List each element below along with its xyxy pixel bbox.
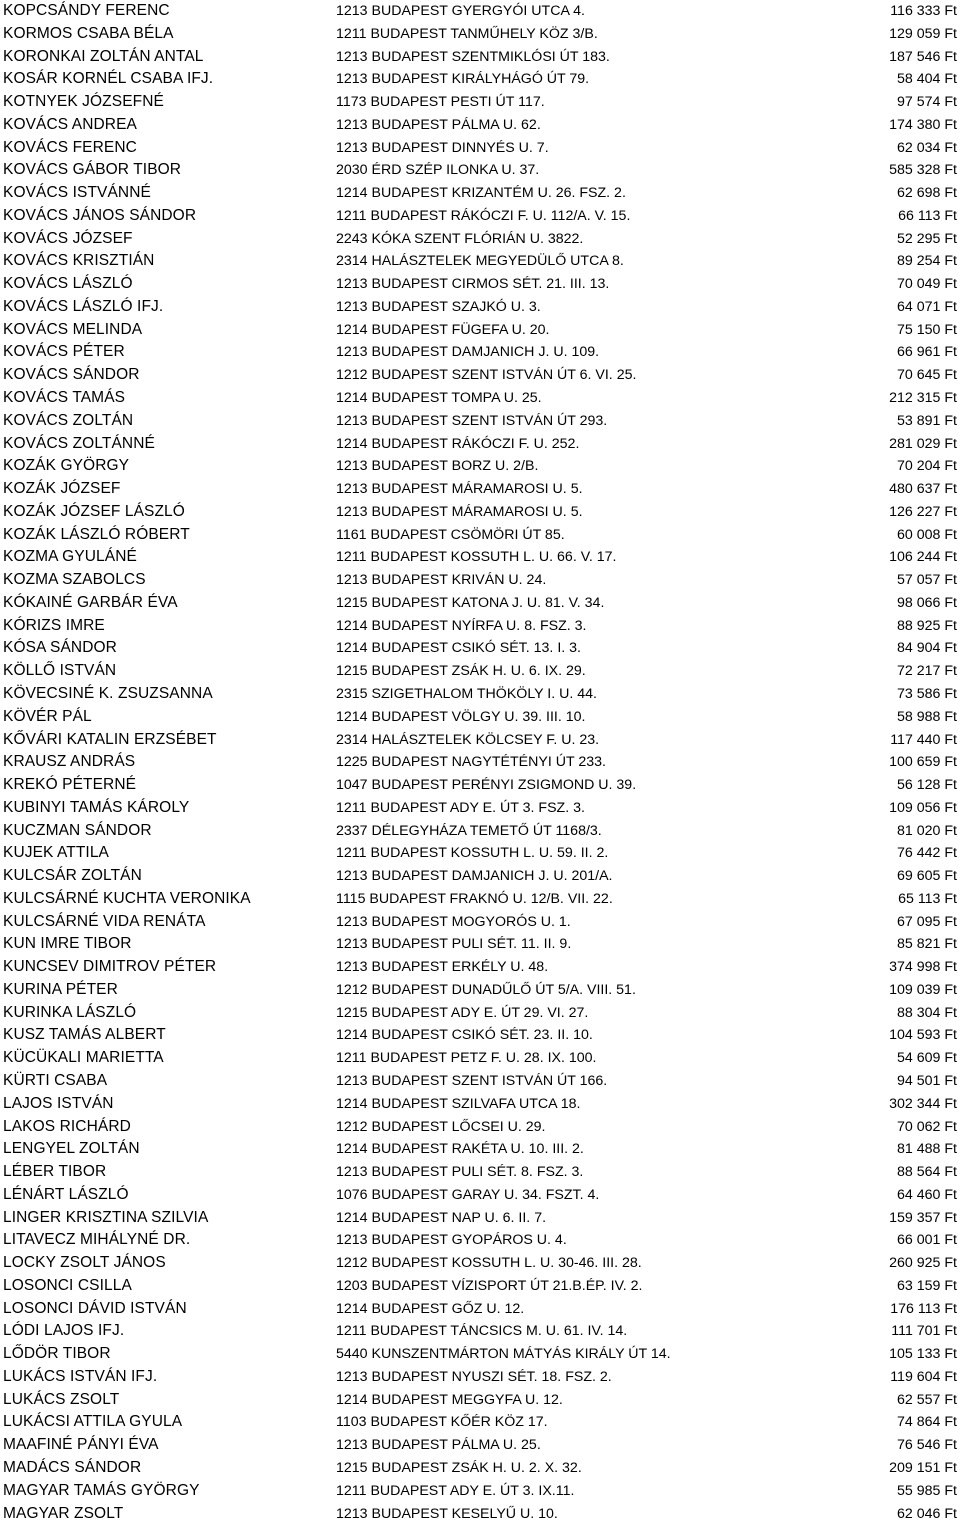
person-name: KOZMA GYULÁNÉ [3, 548, 137, 566]
person-name: KOSÁR KORNÉL CSABA IFJ. [3, 70, 214, 88]
table-row [0, 1503, 960, 1525]
address: 1047 BUDAPEST PERÉNYI ZSIGMOND U. 39. [336, 777, 637, 794]
person-name: LINGER KRISZTINA SZILVIA [3, 1208, 209, 1226]
address: 1213 BUDAPEST NYUSZI SÉT. 18. FSZ. 2. [336, 1368, 612, 1385]
amount: 176 113 Ft [890, 1300, 957, 1317]
amount: 70 062 Ft [897, 1118, 957, 1135]
amount: 63 159 Ft [897, 1277, 957, 1294]
table-row [0, 1434, 960, 1457]
amount: 66 001 Ft [897, 1232, 957, 1249]
amount: 88 564 Ft [897, 1164, 957, 1181]
address: 1214 BUDAPEST NAP U. 6. II. 7. [336, 1209, 547, 1226]
person-name: KÖVECSINÉ K. ZSUZSANNA [3, 684, 213, 702]
table-row [0, 933, 960, 956]
address: 1213 BUDAPEST MÁRAMAROSI U. 5. [336, 481, 583, 498]
address: 1213 BUDAPEST SZENT ISTVÁN ÚT 166. [336, 1072, 608, 1089]
address: 1212 BUDAPEST DUNADŰLŐ ÚT 5/A. VIII. 51. [336, 981, 636, 998]
person-name: KUCZMAN SÁNDOR [3, 821, 152, 839]
table-row [0, 1389, 960, 1412]
amount: 89 254 Ft [897, 253, 957, 270]
amount: 374 998 Ft [889, 959, 957, 976]
table-row [0, 683, 960, 706]
table-row [0, 1320, 960, 1343]
address: 2030 ÉRD SZÉP ILONKA U. 37. [336, 162, 540, 179]
amount: 480 637 Ft [889, 481, 957, 498]
table-row [0, 1047, 960, 1070]
address: 1213 BUDAPEST PULI SÉT. 11. II. 9. [336, 936, 572, 953]
address: 1214 BUDAPEST KRIZANTÉM U. 26. FSZ. 2. [336, 185, 626, 202]
amount: 81 020 Ft [897, 822, 957, 839]
address: 1214 BUDAPEST MEGGYFA U. 12. [336, 1391, 563, 1408]
amount: 55 985 Ft [897, 1482, 957, 1499]
person-name: KOVÁCS ZOLTÁNNÉ [3, 434, 155, 452]
table-row [0, 1343, 960, 1366]
table-row [0, 615, 960, 638]
person-name: LUKÁCSI ATTILA GYULA [3, 1413, 183, 1431]
person-name: KÖLLŐ ISTVÁN [3, 662, 117, 680]
person-name: MADÁCS SÁNDOR [3, 1459, 142, 1476]
amount: 100 659 Ft [889, 754, 957, 771]
table-row [0, 637, 960, 660]
person-name: KOVÁCS PÉTER [3, 343, 125, 361]
address: 1211 BUDAPEST RÁKÓCZI F. U. 112/A. V. 15. [336, 207, 631, 224]
amount: 66 113 Ft [898, 207, 957, 224]
address: 1214 BUDAPEST FÜGEFA U. 20. [336, 321, 550, 338]
person-name: KOVÁCS GÁBOR TIBOR [3, 161, 182, 179]
amount: 62 698 Ft [897, 185, 957, 202]
table-row [0, 911, 960, 934]
address: 1213 BUDAPEST GYERGYÓI UTCA 4. [336, 3, 585, 19]
amount: 104 593 Ft [889, 1027, 957, 1044]
amount: 74 864 Ft [897, 1414, 957, 1431]
table-row [0, 501, 960, 524]
address: 1212 BUDAPEST KOSSUTH L. U. 30-46. III. 28. [336, 1255, 642, 1272]
person-name: KOZÁK GYÖRGY [3, 457, 130, 475]
amount: 64 460 Ft [897, 1186, 957, 1203]
address: 1215 BUDAPEST ZSÁK H. U. 2. X. 32. [336, 1460, 582, 1476]
amount: 94 501 Ft [897, 1072, 957, 1089]
person-name: MAGYAR TAMÁS GYÖRGY [3, 1481, 200, 1499]
amount: 75 150 Ft [897, 321, 957, 338]
amount: 76 442 Ft [897, 845, 957, 862]
address: 1213 BUDAPEST SZENT ISTVÁN ÚT 293. [336, 412, 608, 429]
amount: 70 049 Ft [897, 276, 957, 293]
table-row [0, 1138, 960, 1161]
person-name: KOVÁCS ZOLTÁN [3, 411, 134, 429]
address: 1213 BUDAPEST SZENTMIKLÓSI ÚT 183. [336, 48, 610, 65]
address: 1211 BUDAPEST KOSSUTH L. U. 59. II. 2. [336, 845, 609, 862]
table-row [0, 1116, 960, 1139]
person-name: KŐVÁRI KATALIN ERZSÉBET [3, 730, 217, 748]
table-row [0, 1366, 960, 1389]
person-name: KUNCSEV DIMITROV PÉTER [3, 958, 217, 976]
person-name: KOVÁCS ISTVÁNNÉ [3, 184, 151, 202]
person-name: KULCSÁRNÉ KUCHTA VERONIKA [3, 889, 251, 907]
amount: 129 059 Ft [889, 25, 957, 42]
address: 2315 SZIGETHALOM THÖKÖLY I. U. 44. [336, 685, 597, 702]
person-name: LENGYEL ZOLTÁN [3, 1140, 140, 1158]
person-name: KOZÁK JÓZSEF [3, 480, 121, 498]
address: 1214 BUDAPEST CSIKÓ SÉT. 13. I. 3. [336, 640, 581, 657]
table-row [0, 1275, 960, 1298]
address: 1213 BUDAPEST ERKÉLY U. 48. [336, 959, 549, 976]
table-row [0, 114, 960, 137]
table-row [0, 1480, 960, 1503]
table-row [0, 46, 960, 69]
person-name: KÖVÉR PÁL [3, 707, 92, 725]
address: 1213 BUDAPEST KESELYŰ U. 10. [336, 1505, 558, 1522]
amount: 212 315 Ft [889, 390, 957, 407]
person-name: KÓKAINÉ GARBÁR ÉVA [3, 593, 178, 611]
person-name: LÉBER TIBOR [3, 1163, 107, 1181]
table-row [0, 319, 960, 342]
address: 1214 BUDAPEST GŐZ U. 12. [336, 1300, 525, 1317]
table-row [0, 706, 960, 729]
person-name: KOTNYEK JÓZSEFNÉ [3, 93, 164, 111]
person-name: KOVÁCS KRISZTIÁN [3, 252, 155, 270]
address: 1115 BUDAPEST FRAKNÓ U. 12/B. VII. 22. [336, 890, 613, 907]
person-name: KÓSA SÁNDOR [3, 639, 117, 657]
amount: 84 904 Ft [897, 640, 957, 657]
address: 1212 BUDAPEST LŐCSEI U. 29. [336, 1118, 546, 1135]
amount: 62 046 Ft [897, 1505, 957, 1522]
address: 1213 BUDAPEST DAMJANICH J. U. 109. [336, 344, 600, 361]
address: 1173 BUDAPEST PESTI ÚT 117. [336, 94, 545, 111]
address: 1213 BUDAPEST MÁRAMAROSI U. 5. [336, 503, 583, 520]
address: 1215 BUDAPEST KATONA J. U. 81. V. 34. [336, 594, 605, 611]
table-row [0, 1411, 960, 1434]
table-row [0, 455, 960, 478]
table-row [0, 729, 960, 752]
amount: 117 440 Ft [890, 731, 957, 748]
address: 1213 BUDAPEST PÁLMA U. 62. [336, 116, 541, 133]
address: 1211 BUDAPEST KOSSUTH L. U. 66. V. 17. [336, 549, 617, 566]
address: 1161 BUDAPEST CSÖMÖRI ÚT 85. [336, 526, 565, 543]
amount: 70 645 Ft [897, 367, 957, 384]
table-row [0, 182, 960, 205]
table-row [0, 1161, 960, 1184]
table-row [0, 91, 960, 114]
amount: 60 008 Ft [897, 526, 957, 543]
address: 1211 BUDAPEST ADY E. ÚT 3. FSZ. 3. [336, 799, 585, 816]
address: 1215 BUDAPEST ADY E. ÚT 29. VI. 27. [336, 1004, 589, 1021]
address: 1213 BUDAPEST DINNYÉS U. 7. [336, 139, 549, 156]
amount: 187 546 Ft [889, 48, 957, 65]
person-name: KOVÁCS LÁSZLÓ [3, 275, 133, 293]
amount: 116 333 Ft [890, 3, 957, 19]
address: 1213 BUDAPEST BORZ U. 2/B. [336, 458, 539, 475]
table-row [0, 660, 960, 683]
amount: 281 029 Ft [889, 435, 957, 452]
table-row [0, 273, 960, 296]
amount: 260 925 Ft [889, 1255, 957, 1272]
table-row [0, 820, 960, 843]
person-name: KOVÁCS LÁSZLÓ IFJ. [3, 297, 164, 315]
amount: 64 071 Ft [897, 298, 957, 315]
person-name: KUBINYI TAMÁS KÁROLY [3, 798, 190, 816]
table-row [0, 592, 960, 615]
table-row [0, 797, 960, 820]
amount: 209 151 Ft [889, 1460, 957, 1476]
address: 2337 DÉLEGYHÁZA TEMETŐ ÚT 1168/3. [336, 822, 602, 839]
amount: 105 133 Ft [889, 1346, 957, 1363]
person-name: KORONKAI ZOLTÁN ANTAL [3, 47, 204, 65]
person-name: KOVÁCS MELINDA [3, 320, 143, 338]
table-row [0, 842, 960, 865]
address: 1213 BUDAPEST GYOPÁROS U. 4. [336, 1232, 567, 1249]
amount: 302 344 Ft [889, 1095, 957, 1112]
person-name: LÓDI LAJOS IFJ. [3, 1322, 125, 1340]
person-name: KÓRIZS IMRE [3, 616, 105, 634]
person-name: KORMOS CSABA BÉLA [3, 24, 174, 42]
address: 1211 BUDAPEST TANMŰHELY KÖZ 3/B. [336, 25, 598, 42]
address: 1213 BUDAPEST DAMJANICH J. U. 201/A. [336, 868, 613, 885]
address: 2243 KÓKA SZENT FLÓRIÁN U. 3822. [336, 230, 584, 247]
table-row [0, 23, 960, 46]
table-row [0, 979, 960, 1002]
person-name: KOZÁK JÓZSEF LÁSZLÓ [3, 502, 185, 520]
address: 2314 HALÁSZTELEK KÖLCSEY F. U. 23. [336, 731, 600, 748]
person-name: KOVÁCS JÁNOS SÁNDOR [3, 206, 197, 224]
address: 1212 BUDAPEST SZENT ISTVÁN ÚT 6. VI. 25. [336, 367, 637, 384]
table-row [0, 0, 960, 23]
amount: 72 217 Ft [897, 663, 957, 680]
person-name: KOPCSÁNDY FERENC [3, 2, 170, 19]
table-row [0, 524, 960, 547]
amount: 106 244 Ft [889, 549, 957, 566]
amount: 66 961 Ft [897, 344, 957, 361]
person-name: KULCSÁR ZOLTÁN [3, 867, 142, 885]
table-row [0, 364, 960, 387]
table-row [0, 1298, 960, 1321]
amount: 81 488 Ft [897, 1141, 957, 1158]
amount: 69 605 Ft [897, 868, 957, 885]
address: 1214 BUDAPEST RAKÉTA U. 10. III. 2. [336, 1141, 584, 1158]
amount: 174 380 Ft [889, 116, 957, 133]
address: 1225 BUDAPEST NAGYTÉTÉNYI ÚT 233. [336, 754, 606, 771]
table-row [0, 387, 960, 410]
amount: 70 204 Ft [897, 458, 957, 475]
amount: 62 557 Ft [897, 1391, 957, 1408]
amount: 126 227 Ft [889, 503, 957, 520]
table-row [0, 865, 960, 888]
table-row [0, 1070, 960, 1093]
table-row [0, 1252, 960, 1275]
person-name: KURINKA LÁSZLÓ [3, 1003, 137, 1021]
table-row [0, 250, 960, 273]
person-name: KOVÁCS FERENC [3, 138, 137, 156]
table-row [0, 478, 960, 501]
table-row [0, 296, 960, 319]
address: 1215 BUDAPEST ZSÁK H. U. 6. IX. 29. [336, 663, 586, 680]
amount: 53 891 Ft [897, 412, 957, 429]
table-row [0, 159, 960, 182]
address: 1213 BUDAPEST CIRMOS SÉT. 21. III. 13. [336, 276, 610, 293]
person-name: KUSZ TAMÁS ALBERT [3, 1026, 166, 1044]
amount: 119 604 Ft [890, 1368, 957, 1385]
table-row [0, 137, 960, 160]
table-row [0, 68, 960, 91]
table-row [0, 1184, 960, 1207]
address: 1213 BUDAPEST KRIVÁN U. 24. [336, 572, 547, 589]
table-row [0, 774, 960, 797]
address: 1213 BUDAPEST KIRÁLYHÁGÓ ÚT 79. [336, 71, 590, 88]
amount: 159 357 Ft [889, 1209, 957, 1226]
table-row [0, 546, 960, 569]
address: 1203 BUDAPEST VÍZISPORT ÚT 21.B.ÉP. IV. 2. [336, 1277, 643, 1294]
person-name: KRAUSZ ANDRÁS [3, 753, 136, 771]
address: 1103 BUDAPEST KŐÉR KÖZ 17. [336, 1414, 548, 1431]
amount: 98 066 Ft [897, 594, 957, 611]
amount: 58 988 Ft [897, 708, 957, 725]
address: 1211 BUDAPEST TÁNCSICS M. U. 61. IV. 14. [336, 1323, 628, 1340]
table-row [0, 956, 960, 979]
table-row [0, 751, 960, 774]
amount: 58 404 Ft [897, 71, 957, 88]
amount: 56 128 Ft [897, 777, 957, 794]
amount: 88 925 Ft [897, 617, 957, 634]
table-row [0, 1207, 960, 1230]
amount: 57 057 Ft [897, 572, 957, 589]
person-name: KOVÁCS SÁNDOR [3, 366, 140, 384]
address: 1211 BUDAPEST ADY E. ÚT 3. IX.11. [336, 1482, 575, 1499]
address: 1076 BUDAPEST GARAY U. 34. FSZT. 4. [336, 1186, 600, 1203]
person-name: KOVÁCS TAMÁS [3, 389, 126, 407]
person-name: MAAFINÉ PÁNYI ÉVA [3, 1436, 159, 1454]
person-name: KOZMA SZABOLCS [3, 571, 146, 589]
amount: 54 609 Ft [897, 1050, 957, 1067]
address: 1214 BUDAPEST RÁKÓCZI F. U. 252. [336, 435, 580, 452]
person-name: KÜRTI CSABA [3, 1071, 108, 1089]
address: 1213 BUDAPEST PÁLMA U. 25. [336, 1437, 541, 1454]
person-name: LOCKY ZSOLT JÁNOS [3, 1254, 166, 1272]
address: 5440 KUNSZENTMÁRTON MÁTYÁS KIRÁLY ÚT 14. [336, 1346, 671, 1363]
person-name: LAKOS RICHÁRD [3, 1117, 131, 1135]
table-row [0, 1229, 960, 1252]
amount: 76 546 Ft [897, 1437, 957, 1454]
person-name: LITAVECZ MIHÁLYNÉ DR. [3, 1231, 191, 1249]
address: 1214 BUDAPEST CSIKÓ SÉT. 23. II. 10. [336, 1027, 593, 1044]
amount: 97 574 Ft [897, 94, 957, 111]
amount: 65 113 Ft [898, 890, 957, 907]
table-row [0, 228, 960, 251]
table-row [0, 888, 960, 911]
address: 1211 BUDAPEST PETZ F. U. 28. IX. 100. [336, 1050, 597, 1067]
person-name: KREKÓ PÉTERNÉ [3, 776, 137, 794]
person-name: LOSONCI DÁVID ISTVÁN [3, 1299, 187, 1317]
address: 1214 BUDAPEST SZILVAFA UTCA 18. [336, 1095, 581, 1112]
table-row [0, 341, 960, 364]
amount: 67 095 Ft [897, 913, 957, 930]
amount: 88 304 Ft [897, 1004, 957, 1021]
person-name: KURINA PÉTER [3, 980, 118, 998]
table-row [0, 1024, 960, 1047]
person-name: LOSONCI CSILLA [3, 1276, 132, 1294]
table-row [0, 569, 960, 592]
table-row [0, 433, 960, 456]
address: 1213 BUDAPEST MOGYORÓS U. 1. [336, 913, 571, 930]
amount: 62 034 Ft [897, 139, 957, 156]
person-name: KUJEK ATTILA [3, 844, 109, 862]
person-name: LUKÁCS ISTVÁN IFJ. [3, 1367, 158, 1385]
address: 1214 BUDAPEST NYÍRFA U. 8. FSZ. 3. [336, 617, 587, 634]
amount: 109 056 Ft [889, 799, 957, 816]
person-name: LÉNÁRT LÁSZLÓ [3, 1185, 129, 1203]
amount: 109 039 Ft [889, 981, 957, 998]
person-name: MAGYAR ZSOLT [3, 1504, 124, 1522]
person-name: KULCSÁRNÉ VIDA RENÁTA [3, 912, 206, 930]
table-row [0, 1093, 960, 1116]
address: 1214 BUDAPEST VÖLGY U. 39. III. 10. [336, 708, 586, 725]
address: 1213 BUDAPEST PULI SÉT. 8. FSZ. 3. [336, 1164, 584, 1181]
person-name: KUN IMRE TIBOR [3, 935, 132, 953]
person-name: LŐDÖR TIBOR [3, 1345, 111, 1363]
amount: 73 586 Ft [897, 685, 957, 702]
person-name: KOVÁCS ANDREA [3, 115, 137, 133]
person-name: LUKÁCS ZSOLT [3, 1390, 120, 1408]
table-row [0, 410, 960, 433]
amount: 52 295 Ft [897, 230, 957, 247]
amount: 585 328 Ft [889, 162, 957, 179]
address: 1213 BUDAPEST SZAJKÓ U. 3. [336, 298, 541, 315]
person-name: KÜCÜKALI MARIETTA [3, 1049, 164, 1067]
address: 1214 BUDAPEST TOMPA U. 25. [336, 390, 542, 407]
amount: 111 701 Ft [891, 1323, 957, 1340]
person-name: LAJOS ISTVÁN [3, 1094, 114, 1112]
address: 2314 HALÁSZTELEK MEGYEDÜLŐ UTCA 8. [336, 253, 624, 270]
table-row [0, 1457, 960, 1480]
amount: 85 821 Ft [897, 936, 957, 953]
person-name: KOZÁK LÁSZLÓ RÓBERT [3, 525, 190, 543]
table-row [0, 1002, 960, 1025]
person-name: KOVÁCS JÓZSEF [3, 229, 133, 247]
table-row [0, 205, 960, 228]
